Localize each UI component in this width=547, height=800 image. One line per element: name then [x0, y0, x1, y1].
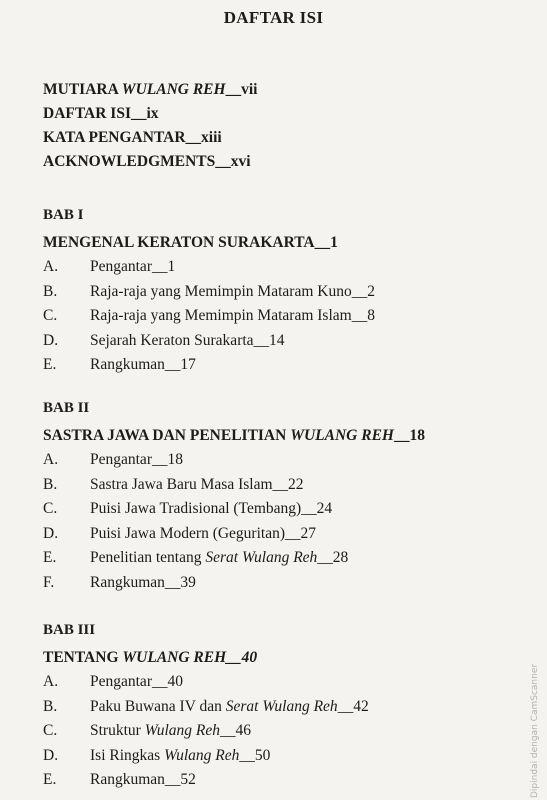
toc-entry: [43, 255, 338, 280]
italic-text: Serat Wulang Reh: [205, 549, 318, 566]
text-segment: Rangkuman__52: [90, 771, 196, 788]
toc-entry: [43, 448, 425, 473]
italic-text: Wulang Reh: [164, 746, 240, 764]
text-segment: Pengantar__18: [90, 451, 183, 468]
chapter-title: [43, 646, 257, 670]
italic-text: WULANG REH: [121, 81, 226, 98]
toc-entry: [43, 280, 375, 305]
toc-entry: [43, 522, 425, 547]
entry-text: [90, 448, 183, 473]
text-segment: __28: [317, 549, 349, 566]
entry-letter: D.: [43, 746, 59, 764]
toc-entry: [43, 546, 425, 571]
entry-text: [90, 719, 251, 744]
entry-text: [90, 255, 175, 280]
entry-text: [90, 522, 316, 547]
entry-letter: B.: [43, 697, 58, 715]
entry-letter: A.: [43, 258, 59, 275]
text-segment: ACKNOWLEDGMENTS__xvi: [43, 153, 251, 170]
text-segment: Pengantar__1: [90, 258, 176, 275]
text-segment: Isi Ringkas: [90, 746, 165, 764]
entry-text: [90, 546, 348, 571]
text-segment: MUTIARA: [43, 81, 122, 98]
text-segment: Pengantar__40: [90, 673, 183, 690]
text-segment: Rangkuman__39: [90, 573, 196, 591]
italic-text: Wulang Reh: [144, 722, 221, 739]
toc-entry: [43, 768, 257, 793]
text-segment: Sejarah Keraton Surakarta__14: [90, 331, 285, 349]
scanner-watermark: [527, 648, 543, 798]
text-segment: Struktur: [90, 722, 145, 739]
entry-letter: F.: [43, 573, 55, 591]
text-segment: KATA PENGANTAR__xiii: [43, 129, 222, 146]
italic-text: WULANG REH__40: [122, 649, 258, 666]
entry-text: [90, 353, 196, 378]
entry-letter: B.: [43, 475, 58, 493]
entry-letter: D.: [43, 524, 59, 542]
toc-entry: [43, 744, 271, 769]
front-matter-item: [43, 126, 257, 150]
text-segment: __vii: [225, 81, 258, 98]
entry-letter: A.: [43, 451, 59, 468]
text-segment: Rangkuman__17: [90, 356, 196, 373]
entry-text: [90, 280, 375, 305]
front-matter-item: [43, 150, 257, 174]
entry-letter: A.: [43, 673, 59, 690]
toc-entry: [43, 695, 369, 720]
page-title: DAFTAR ISI: [223, 8, 324, 27]
text-segment: Raja-raja yang Memimpin Mataram Islam__8: [90, 307, 375, 324]
chapter-2: [43, 398, 425, 595]
entry-text: [90, 473, 304, 498]
text-segment: TENTANG: [43, 649, 123, 666]
toc-entry: [43, 719, 257, 744]
entry-letter: C.: [43, 722, 58, 739]
text-segment: __42: [337, 697, 369, 715]
text-segment: Puisi Jawa Modern (Geguritan)__27: [90, 524, 316, 542]
text-segment: __46: [220, 722, 252, 739]
toc-entry: [43, 473, 425, 498]
text-segment: __18: [393, 427, 425, 444]
front-matter-item: [43, 102, 257, 126]
chapter-label: BAB II: [43, 400, 90, 416]
entry-letter: E.: [43, 771, 57, 788]
text-segment: Puisi Jawa Tradisional (Tembang)__24: [90, 500, 333, 517]
chapter-label: BAB III: [43, 622, 96, 638]
italic-text: Serat Wulang Reh: [225, 697, 338, 715]
chapter-label: BAB I: [43, 207, 84, 223]
entry-text: [90, 695, 369, 720]
front-matter-item: [43, 78, 257, 102]
entry-text: [90, 670, 183, 695]
toc-entry: [43, 353, 338, 378]
toc-entry: [43, 497, 425, 522]
entry-letter: C.: [43, 307, 58, 324]
italic-text: WULANG REH: [290, 427, 394, 444]
text-segment: Paku Buwana IV dan: [90, 697, 226, 715]
entry-text: [90, 304, 375, 329]
entry-text: [90, 768, 196, 793]
toc-entry: [43, 571, 425, 596]
text-segment: Raja-raja yang Memimpin Mataram Kuno__2: [90, 282, 375, 300]
text-segment: DAFTAR ISI__ix: [43, 105, 159, 122]
text-segment: Penelitian tentang: [90, 549, 206, 566]
chapter-1: [43, 205, 375, 378]
text-segment: MENGENAL KERATON SURAKARTA__1: [43, 234, 338, 251]
text-segment: SASTRA JAWA DAN PENELITIAN: [43, 427, 291, 444]
chapter-title: [43, 231, 338, 255]
toc-entry: [43, 304, 375, 329]
entry-letter: D.: [43, 331, 59, 349]
entry-letter: C.: [43, 500, 58, 517]
toc-entry: [43, 329, 338, 354]
entry-text: [90, 329, 285, 354]
text-segment: Sastra Jawa Baru Masa Islam__22: [90, 475, 304, 493]
entry-letter: E.: [43, 356, 57, 373]
entry-letter: B.: [43, 282, 58, 300]
entry-text: [90, 744, 270, 769]
chapter-title: [43, 424, 425, 448]
text-segment: __50: [239, 746, 271, 764]
toc-entry: [43, 670, 257, 695]
chapter-3: [43, 620, 369, 793]
entry-text: [90, 497, 332, 522]
watermark-text: Dipindai dengan CamScanner: [530, 663, 540, 798]
entry-text: [90, 571, 196, 596]
front-matter-list: [43, 78, 257, 174]
entry-letter: E.: [43, 549, 57, 566]
